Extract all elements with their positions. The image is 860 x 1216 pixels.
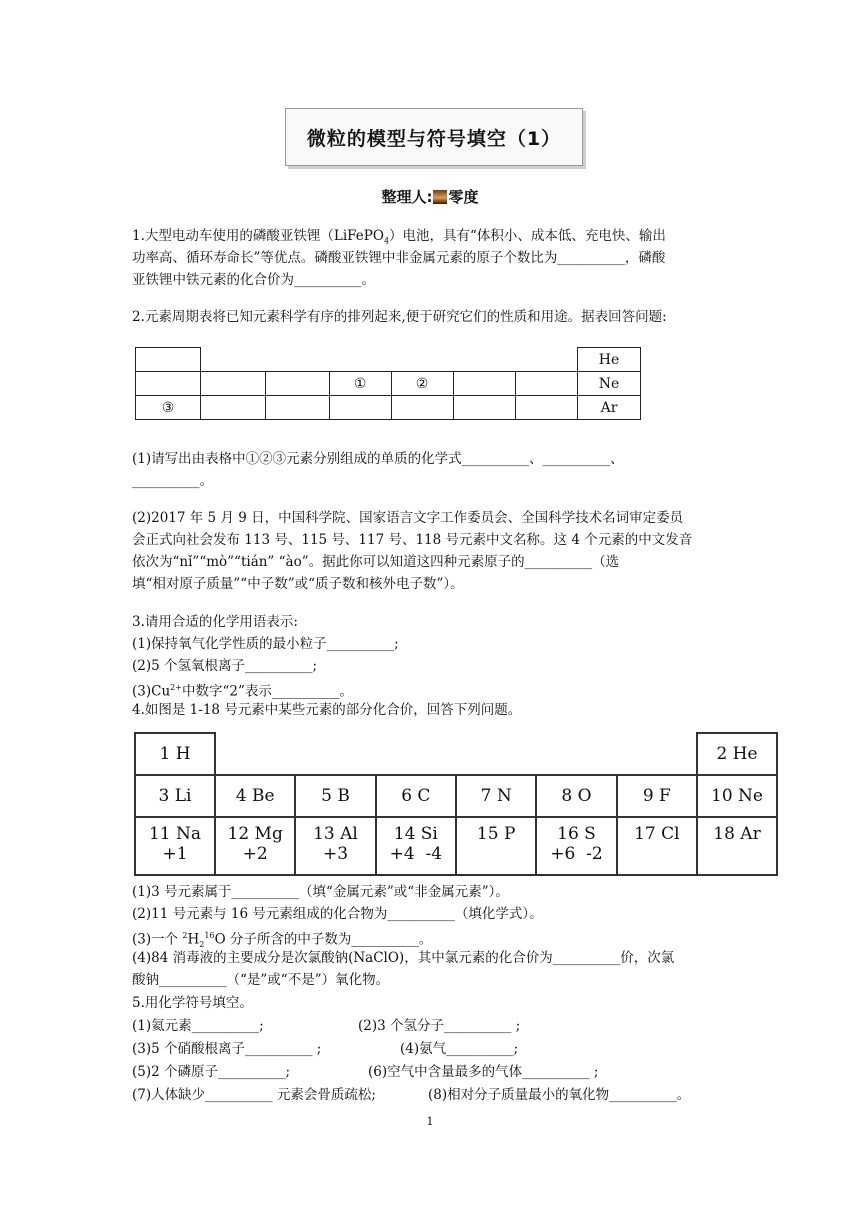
cell-s: 16 S +6 -2 (536, 817, 616, 875)
cell-li: 3 Li (135, 775, 215, 817)
q4-a: (1)3 号元素属于__________（填“金属元素”或“非金属元素”）。 (132, 884, 509, 900)
q2-part1-line-1: (1)请写出由表格中①②③元素分别组成的单质的化学式__________、__________、 (132, 451, 624, 467)
q4-d-line-1: (4)84 消毒液的主要成分是次氯酸钠(NaClO)，其中氯元素的化合价为__________价，次氯 (132, 950, 675, 966)
q4-c: (3)一个 $^2H_2^{16}O$ 分子所含的中子数为__________。 (132, 931, 433, 950)
cell-mark-1: ① (329, 372, 391, 396)
cell-mark-2: ② (391, 372, 453, 396)
cell-na: 11 Na +1 (135, 817, 215, 875)
author-line (0, 186, 860, 207)
cell-mg: 12 Mg +2 (215, 817, 295, 875)
cell-mark-3: ③ (136, 396, 201, 420)
q3-c: $(3)Cu^{2+}$中数字“2”表示__________。 (132, 683, 353, 700)
author-prefix: 整理人: (381, 188, 433, 206)
cell-he: He (578, 348, 641, 372)
author-name: 零度 (448, 188, 479, 206)
cell-p: 15 P (456, 817, 536, 875)
q5-row-4: (7)人体缺少__________ 元素会骨质疏松; (8)相对分子质量最小的氧化物__________。 (132, 1087, 691, 1103)
cell-ne: Ne (578, 372, 641, 396)
q1-line-2: 功率高、循环寿命长”等优点。磷酸亚铁锂中非金属元素的原子个数比为__________，磷酸 (132, 250, 666, 266)
q4-b: (2)11 号元素与 16 号元素组成的化合物为__________（填化学式）。 (132, 906, 543, 922)
q2-intro: 2.元素周期表将已知元素科学有序的排列起来,便于研究它们的性质和用途。据表回答问题: (132, 309, 667, 325)
q4-d-line-2: 酸钠__________（“是”或“不是”）氧化物。 (132, 972, 390, 988)
cell-cl: 17 Cl (617, 817, 697, 875)
cell-si: 14 Si +4 -4 (376, 817, 456, 875)
cell-ne-2: 10 Ne (697, 775, 777, 817)
q2-part2-line-3: 依次为“nǐ”“mò”“tián” “ào”。据此你可以知道这四种元素原子的__________（选 (132, 554, 620, 570)
q2-part2-line-1: (2)2017 年 5 月 9 日，中国科学院、国家语言文字工作委员会、全国科学技术名词审定委员 (132, 510, 684, 526)
author-avatar-icon (433, 190, 447, 204)
cell-ar-2: 18 Ar (697, 817, 777, 875)
q2-part2-line-4: 填“相对原子质量”“中子数”或“质子数和核外电子数”）。 (132, 576, 464, 592)
q2-part2-line-2: 会正式向社会发布 113 号、115 号、117 号、118 号元素中文名称。这 4 个元素的中文发音 (132, 532, 693, 548)
q3-a: (1)保持氧气化学性质的最小粒子__________; (132, 636, 399, 652)
q1-line-3: 亚铁锂中铁元素的化合价为__________。 (132, 272, 375, 288)
page-number: 1 (426, 1115, 434, 1128)
cell-c: 6 C (376, 775, 456, 817)
q3-b: (2)5 个氢氧根离子__________; (132, 658, 318, 674)
q1-line-1: 1.大型电动车使用的磷酸亚铁锂（LiFePO$_4$）电池，具有“体积小、成本低、充电快、输出 (132, 228, 666, 246)
cell-o: 8 O (536, 775, 616, 817)
q5-intro: 5.用化学符号填空。 (132, 995, 253, 1011)
q2-part1-line-2: __________。 (132, 473, 213, 489)
cell-be: 4 Be (215, 775, 295, 817)
cell-h: 1 H (135, 733, 215, 775)
periodic-table-valence (134, 732, 778, 876)
cell-b: 5 B (295, 775, 375, 817)
cell-he-2: 2 He (697, 733, 777, 775)
q4-intro: 4.如图是 1-18 号元素中某些元素的部分化合价，回答下列问题。 (132, 702, 522, 718)
cell-ar: Ar (578, 396, 641, 420)
page-title: 微粒的模型与符号填空（1） (285, 108, 583, 166)
periodic-table-small (135, 347, 641, 420)
cell-al: 13 Al +3 (295, 817, 375, 875)
q3-intro: 3.请用合适的化学用语表示: (132, 614, 298, 630)
q5-row-2: (3)5 个硝酸根离子__________ ; (4)氨气__________; (132, 1041, 519, 1057)
q5-row-1: (1)氦元素__________; (2)3 个氢分子__________ ; (132, 1018, 521, 1034)
cell-n: 7 N (456, 775, 536, 817)
cell-f: 9 F (617, 775, 697, 817)
q5-row-3: (5)2 个磷原子__________; (6)空气中含量最多的气体__________ ; (132, 1064, 599, 1080)
